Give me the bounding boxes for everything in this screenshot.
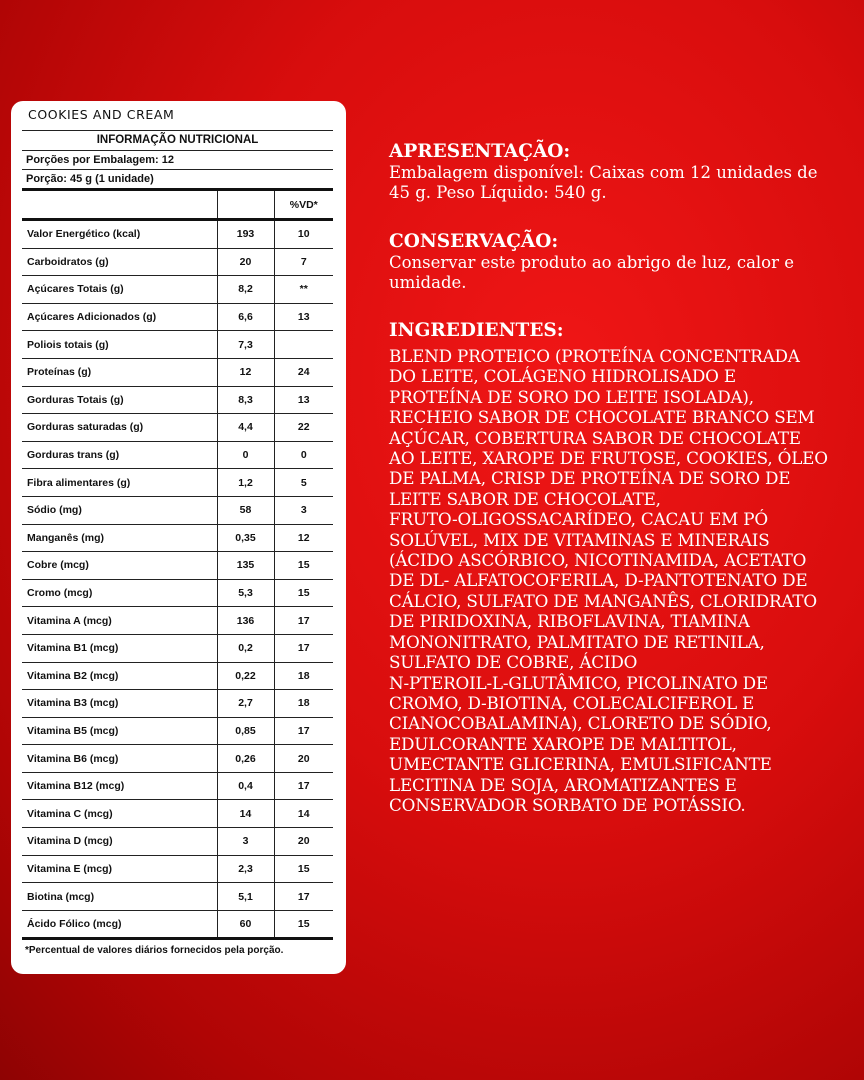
nutrient-vd: 18 (274, 662, 333, 690)
nutrient-name: Carboidratos (g) (22, 248, 217, 276)
nutrient-name: Gorduras Totais (g) (22, 386, 217, 414)
header-vd: %VD* (274, 191, 333, 220)
presentation-line: Embalagem disponível: Caixas com 12 unidades de (389, 163, 818, 182)
nutrition-footnote: *Percentual de valores diários fornecidos pela porção. (25, 945, 284, 957)
table-row (22, 800, 333, 828)
nutrient-value: 14 (217, 800, 274, 828)
nutrient-name: Vitamina B6 (mcg) (22, 745, 217, 773)
nutrient-vd: 22 (274, 414, 333, 442)
table-row (22, 634, 333, 662)
nutrient-vd: 7 (274, 248, 333, 276)
product-name: COOKIES AND CREAM (28, 107, 175, 122)
nutrient-value: 5,3 (217, 579, 274, 607)
nutrient-value: 5,1 (217, 883, 274, 911)
nutrient-value: 6,6 (217, 303, 274, 331)
ingredients-line: DE PIRIDOXINA, RIBOFLAVINA, TIAMINA (389, 611, 750, 632)
table-row (22, 607, 333, 635)
nutrient-name: Manganês (mg) (22, 524, 217, 552)
nutrient-value: 12 (217, 358, 274, 386)
nutrient-name: Fibra alimentares (g) (22, 469, 217, 497)
table-row (22, 276, 333, 304)
nutrient-value: 58 (217, 496, 274, 524)
nutrient-name: Cobre (mcg) (22, 552, 217, 580)
presentation-heading: APRESENTAÇÃO: (389, 141, 571, 162)
table-row (22, 828, 333, 856)
table-row (22, 469, 333, 497)
ingredients-line: N-PTEROIL-L-GLUTÂMICO, PICOLINATO DE (389, 672, 768, 693)
nutrient-value: 0,35 (217, 524, 274, 552)
table-header-row (22, 191, 333, 220)
nutrient-vd: 10 (274, 220, 333, 249)
table-row (22, 552, 333, 580)
nutrient-value: 0,4 (217, 772, 274, 800)
table-row (22, 579, 333, 607)
nutrient-name: Vitamina B2 (mcg) (22, 662, 217, 690)
nutrient-vd: 17 (274, 634, 333, 662)
nutrient-vd (274, 331, 333, 359)
nutrient-name: Vitamina D (mcg) (22, 828, 217, 856)
nutrient-name: Vitamina B12 (mcg) (22, 772, 217, 800)
nutrient-value: 0,85 (217, 717, 274, 745)
nutrient-vd: 15 (274, 855, 333, 883)
table-row (22, 690, 333, 718)
table-row (22, 331, 333, 359)
table-row (22, 910, 333, 939)
nutrient-value: 1,2 (217, 469, 274, 497)
table-row (22, 772, 333, 800)
conservation-line: Conservar este produto ao abrigo de luz, calor e (389, 253, 795, 272)
table-row (22, 414, 333, 442)
nutrient-name: Gorduras trans (g) (22, 441, 217, 469)
table-row (22, 883, 333, 911)
ingredients-line: MONONITRATO, PALMITATO DE RETINILA, (389, 631, 765, 652)
nutrient-name: Açúcares Totais (g) (22, 276, 217, 304)
nutrient-vd: 24 (274, 358, 333, 386)
nutrient-value: 7,3 (217, 331, 274, 359)
ingredients-line: AÇÚCAR, COBERTURA SABOR DE CHOCOLATE (389, 427, 801, 448)
table-row (22, 745, 333, 773)
table-row (22, 248, 333, 276)
nutrient-name: Ácido Fólico (mcg) (22, 910, 217, 939)
presentation-line: 45 g. Peso Líquido: 540 g. (389, 183, 607, 202)
table-row (22, 717, 333, 745)
table-row (22, 855, 333, 883)
ingredients-line: (ÁCIDO ASCÓRBICO, NICOTINAMIDA, ACETATO (389, 550, 807, 571)
ingredients-text (389, 346, 859, 815)
nutrient-value: 4,4 (217, 414, 274, 442)
ingredients-line: BLEND PROTEICO (PROTEÍNA CONCENTRADA (389, 346, 800, 366)
nutrient-value: 0 (217, 441, 274, 469)
ingredients-line: AO LEITE, XAROPE DE FRUTOSE, COOKIES, ÓLEO (389, 448, 828, 469)
ingredients-line: LECITINA DE SOJA, AROMATIZANTES E (389, 774, 737, 795)
table-row (22, 303, 333, 331)
nutrient-vd: 14 (274, 800, 333, 828)
header-empty-value (217, 191, 274, 220)
nutrient-value: 60 (217, 910, 274, 939)
nutrition-rows (22, 220, 333, 939)
nutrient-value: 20 (217, 248, 274, 276)
nutrient-name: Vitamina B3 (mcg) (22, 690, 217, 718)
nutrition-table (22, 191, 333, 940)
nutrient-name: Vitamina B1 (mcg) (22, 634, 217, 662)
nutrient-vd: 17 (274, 607, 333, 635)
nutrient-vd: 17 (274, 717, 333, 745)
nutrient-value: 193 (217, 220, 274, 249)
nutrient-value: 8,2 (217, 276, 274, 304)
nutrient-value: 2,3 (217, 855, 274, 883)
table-row (22, 386, 333, 414)
servings-per-package: Porções por Embalagem: 12 (22, 151, 333, 170)
presentation-section (389, 141, 859, 203)
nutrient-vd: 5 (274, 469, 333, 497)
ingredients-line: FRUTO-OLIGOSSACARÍDEO, CACAU EM PÓ (389, 509, 768, 530)
nutrient-vd: 20 (274, 745, 333, 773)
nutrient-vd: 0 (274, 441, 333, 469)
nutrient-name: Vitamina E (mcg) (22, 855, 217, 883)
nutrient-value: 8,3 (217, 386, 274, 414)
ingredients-line: SOLÚVEL, MIX DE VITAMINAS E MINERAIS (389, 529, 770, 550)
nutrition-facts (22, 130, 333, 956)
nutrient-name: Vitamina B5 (mcg) (22, 717, 217, 745)
nutrient-value: 135 (217, 552, 274, 580)
nutrient-name: Poliois totais (g) (22, 331, 217, 359)
ingredients-line: CIANOCOBALAMINA), CLORETO DE SÓDIO, (389, 713, 772, 734)
nutrient-vd: 12 (274, 524, 333, 552)
table-row (22, 441, 333, 469)
ingredients-line: RECHEIO SABOR DE CHOCOLATE BRANCO SEM (389, 407, 815, 428)
nutrient-value: 0,22 (217, 662, 274, 690)
serving-size: Porção: 45 g (1 unidade) (22, 170, 333, 191)
nutrient-vd: 17 (274, 883, 333, 911)
nutrient-vd: 17 (274, 772, 333, 800)
nutrient-value: 136 (217, 607, 274, 635)
nutrient-name: Biotina (mcg) (22, 883, 217, 911)
ingredients-line: SULFATO DE COBRE, ÁCIDO (389, 652, 638, 673)
table-row (22, 220, 333, 249)
ingredients-line: EDULCORANTE XAROPE DE MALTITOL, (389, 733, 737, 754)
nutrient-vd: 3 (274, 496, 333, 524)
nutrient-value: 3 (217, 828, 274, 856)
nutrient-name: Açúcares Adicionados (g) (22, 303, 217, 331)
nutrient-vd: 15 (274, 579, 333, 607)
ingredients-line: CONSERVADOR SORBATO DE POTÁSSIO. (389, 794, 746, 815)
ingredients-line: DE DL- ALFATOCOFERILA, D-PANTOTENATO DE (389, 570, 808, 591)
conservation-section (389, 231, 859, 293)
ingredients-line: CROMO, D-BIOTINA, COLECALCIFEROL E (389, 692, 755, 713)
nutrient-vd: 13 (274, 386, 333, 414)
ingredients-line: LEITE SABOR DE CHOCOLATE, (389, 488, 661, 509)
table-row (22, 524, 333, 552)
ingredients-section (389, 320, 859, 815)
nutrient-value: 0,2 (217, 634, 274, 662)
conservation-line: umidade. (389, 273, 467, 292)
ingredients-heading: INGREDIENTES: (389, 320, 564, 341)
table-row (22, 662, 333, 690)
nutrient-name: Vitamina A (mcg) (22, 607, 217, 635)
nutrient-vd: ** (274, 276, 333, 304)
nutrition-title: INFORMAÇÃO NUTRICIONAL (22, 130, 333, 151)
nutrient-name: Vitamina C (mcg) (22, 800, 217, 828)
nutrient-vd: 15 (274, 552, 333, 580)
nutrient-name: Cromo (mcg) (22, 579, 217, 607)
header-empty-name (22, 191, 217, 220)
ingredients-line: DO LEITE, COLÁGENO HIDROLISADO E (389, 366, 736, 387)
nutrient-name: Gorduras saturadas (g) (22, 414, 217, 442)
nutrient-name: Sódio (mg) (22, 496, 217, 524)
table-row (22, 358, 333, 386)
nutrient-vd: 13 (274, 303, 333, 331)
nutrient-value: 0,26 (217, 745, 274, 773)
nutrient-name: Valor Energético (kcal) (22, 220, 217, 249)
nutrient-vd: 15 (274, 910, 333, 939)
ingredients-line: PROTEÍNA DE SORO DO LEITE ISOLADA), (389, 386, 754, 407)
ingredients-line: CÁLCIO, SULFATO DE MANGANÊS, CLORIDRATO (389, 590, 817, 611)
nutrient-vd: 20 (274, 828, 333, 856)
nutrient-value: 2,7 (217, 690, 274, 718)
nutrient-vd: 18 (274, 690, 333, 718)
ingredients-line: UMECTANTE GLICERINA, EMULSIFICANTE (389, 754, 772, 775)
nutrition-card (11, 101, 346, 974)
table-row (22, 496, 333, 524)
ingredients-line: DE PALMA, CRISP DE PROTEÍNA DE SORO DE (389, 468, 791, 489)
nutrient-name: Proteínas (g) (22, 358, 217, 386)
conservation-heading: CONSERVAÇÃO: (389, 231, 559, 252)
